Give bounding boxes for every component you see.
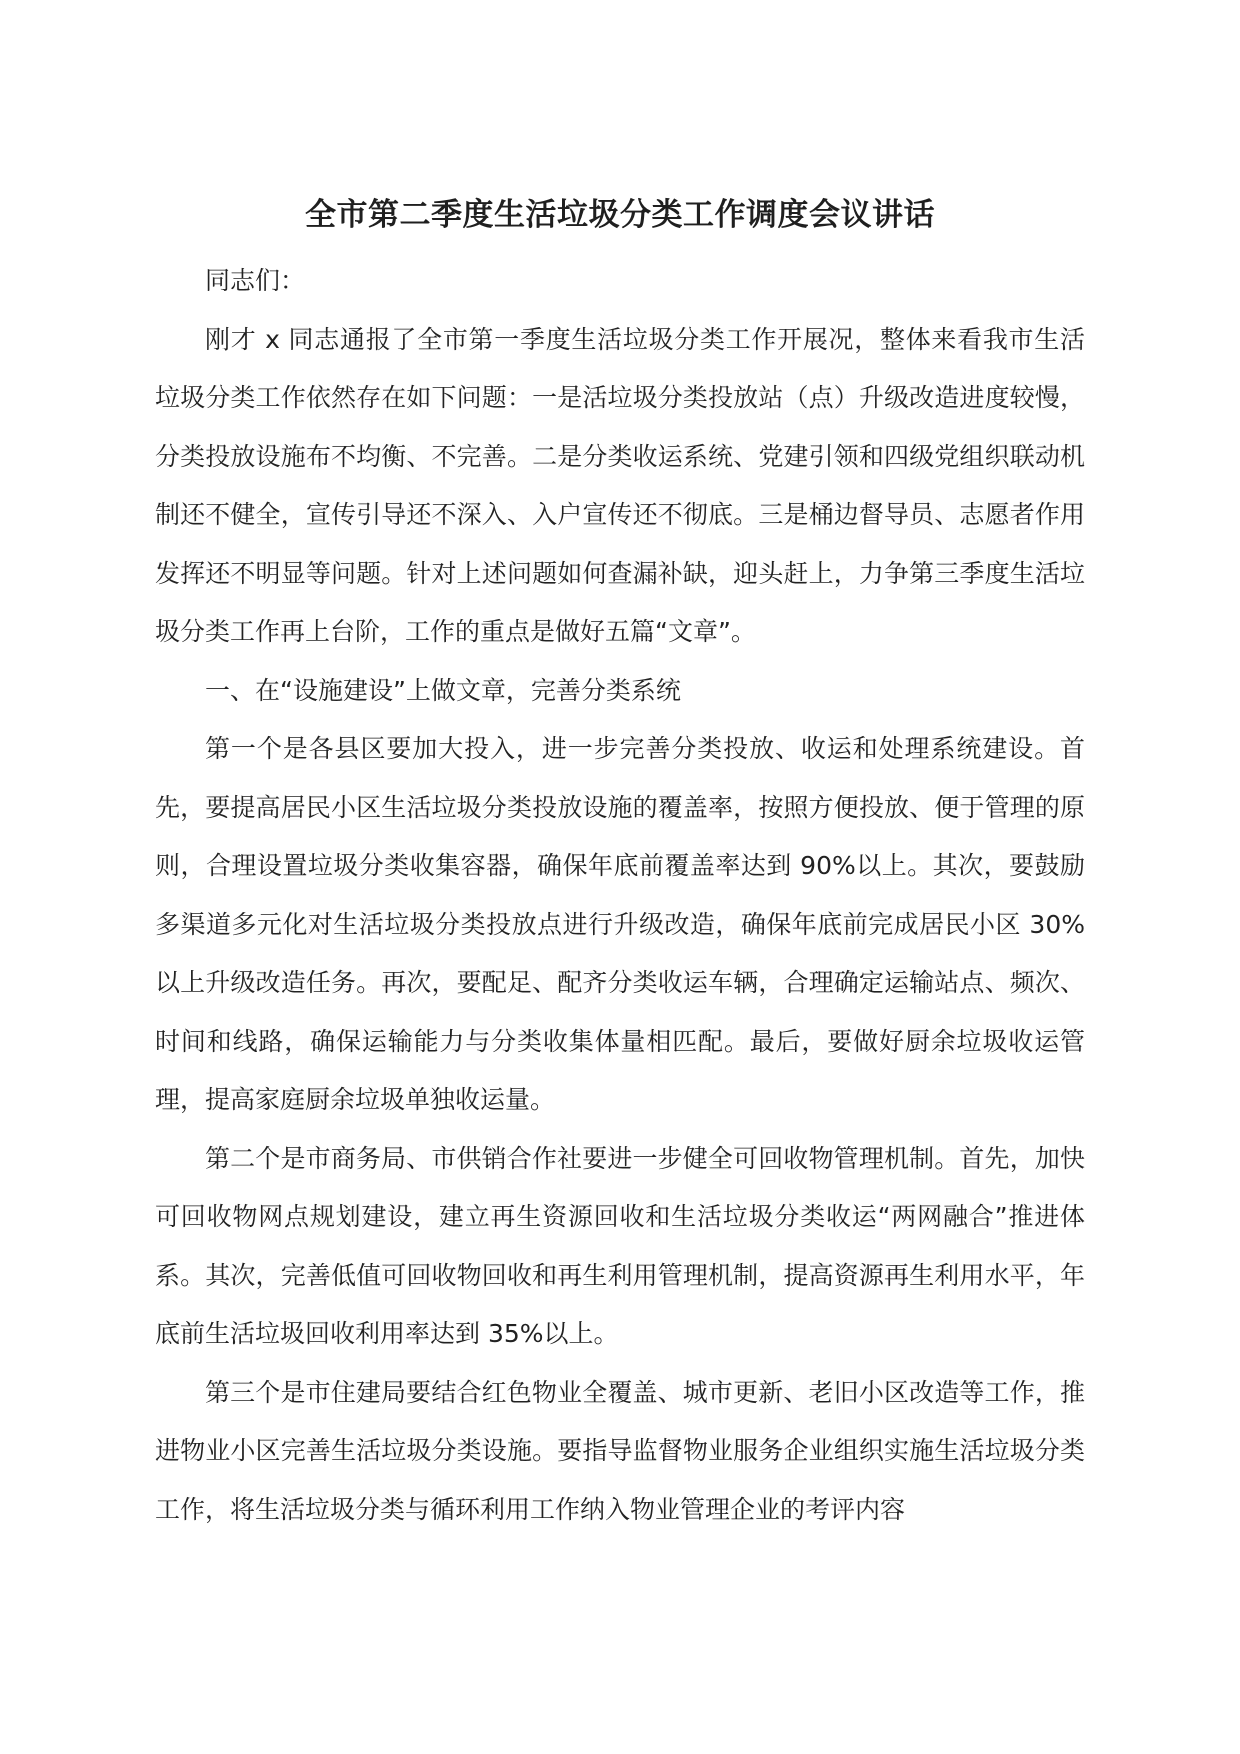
paragraph-intro: 刚才 x 同志通报了全市第一季度生活垃圾分类工作开展况，整体来看我市生活垃圾分类工作依然存在如下问题：一是活垃圾分类投放站（点）升级改造进度较慢，分类投放设施布不均衡、不完善。二是分类收运系统、党建引领和四级党组织联动机制还不健全，宣传引导还不深入、入户宣传还不彻底。三是桶边督导员、志愿者作用发挥还不明显等问题。针对上述问题如何查漏补缺，迎头赶上，力争第三季度生活垃圾分类工作再上台阶，工作的重点是做好五篇“文章”。 [155, 324, 1085, 646]
paragraph-salutation: 同志们： [205, 266, 306, 295]
section-heading-1: 一、在“设施建设”上做文章，完善分类系统 [205, 675, 681, 705]
document-body [155, 252, 1085, 1539]
document-title: 全市第二季度生活垃圾分类工作调度会议讲话 [305, 197, 935, 233]
paragraph-point-1: 第一个是各县区要加大投入，进一步完善分类投放、收运和处理系统建设。首先，要提高居民小区生活垃圾分类投放设施的覆盖率，按照方便投放、便于管理的原则，合理设置垃圾分类收集容器，确保年底前覆盖率达到 90%以上。其次，要鼓励多渠道多元化对生活垃圾分类投放点进行升级改造，确保年底前完成居民小区 30%以上升级改造任务。再次，要配足、配齐分类收运车辆，合理确定运输站点、频次、时间和线路，确保运输能力与分类收集体量相匹配。最后，要做好厨余垃圾收运管理，提高家庭厨余垃圾单独收运量。 [155, 734, 1085, 1114]
paragraph-point-2: 第二个是市商务局、市供销合作社要进一步健全可回收物管理机制。首先，加快可回收物网点规划建设，建立再生资源回收和生活垃圾分类收运“两网融合”推进体系。其次，完善低值可回收物回收和再生利用管理机制，提高资源再生利用水平，年底前生活垃圾回收利用率达到 35%以上。 [155, 1143, 1085, 1348]
paragraph-point-3: 第三个是市住建局要结合红色物业全覆盖、城市更新、老旧小区改造等工作，推进物业小区完善生活垃圾分类设施。要指导监督物业服务企业组织实施生活垃圾分类工作，将生活垃圾分类与循环利用工作纳入物业管理企业的考评内容 [155, 1377, 1085, 1524]
